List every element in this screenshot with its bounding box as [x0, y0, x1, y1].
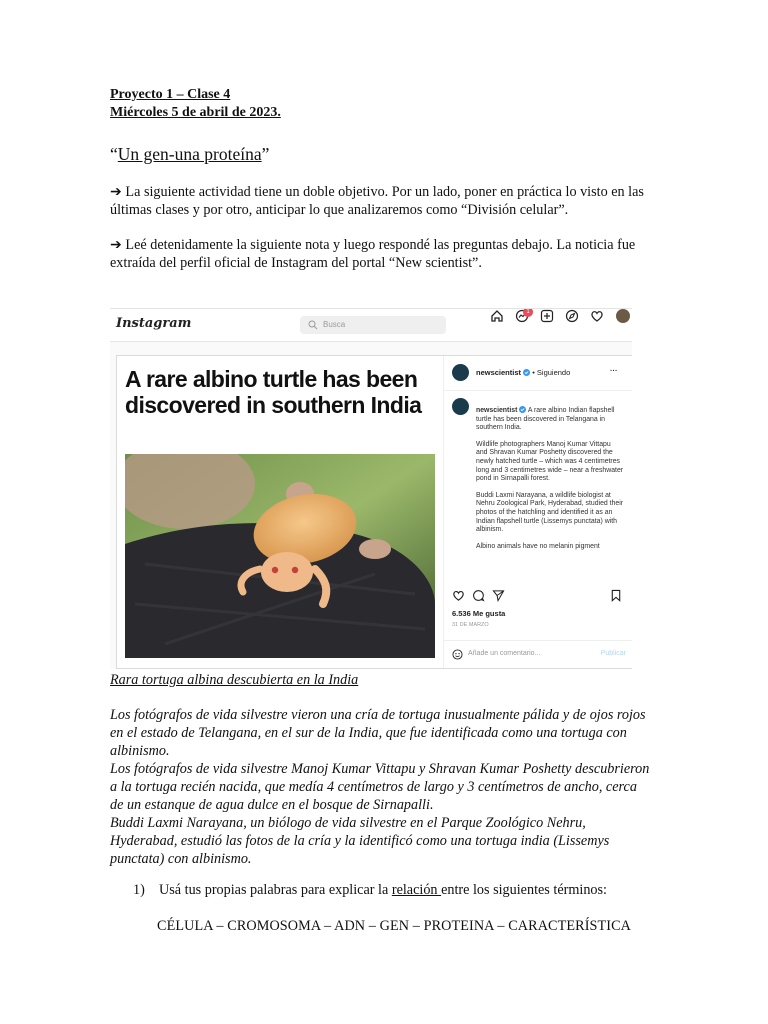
verified-icon [523, 369, 530, 376]
question-text-before: Usá tus propias palabras para explicar la [159, 882, 392, 898]
turtle-photo [125, 454, 435, 658]
verified-icon [519, 406, 526, 413]
post-account[interactable] [476, 368, 570, 377]
terms-list: CÉLULA – CROMOSOMA – ADN – GEN – PROTEINA – CARACTERÍSTICA [157, 918, 632, 934]
title-open-quote: “ [110, 144, 118, 164]
question-text-after: entre los siguientes términos: [441, 882, 607, 898]
caption-account[interactable]: newscientist [476, 407, 518, 414]
search-placeholder: Busca [323, 320, 346, 329]
likes-count[interactable]: 6.536 Me gusta [452, 609, 506, 618]
instagram-top-bar [110, 309, 632, 342]
home-icon[interactable] [490, 309, 504, 323]
profile-avatar[interactable] [616, 309, 630, 323]
account-avatar[interactable] [452, 364, 469, 381]
body-paragraph-1: Los fotógrafos de vida silvestre vieron una cría de tortuga inusualmente pálida y de ojos rojos en el estado de Telangana, en el sur de la India, que fue identificada como una tortuga con albinismo. [110, 707, 646, 759]
post-image [117, 356, 441, 668]
comment-bar [444, 640, 632, 669]
notification-badge: 1 [523, 308, 533, 317]
comment-input[interactable]: Añade un comentario... [468, 650, 541, 657]
page-title [110, 144, 269, 165]
post-date: 31 DE MARZO [452, 622, 489, 628]
search-icon [308, 320, 318, 330]
post-actions [452, 589, 624, 603]
question-1 [133, 882, 607, 899]
account-name[interactable]: newscientist [476, 368, 522, 377]
more-options-icon[interactable]: ··· [610, 366, 618, 375]
bookmark-icon[interactable] [610, 589, 622, 602]
like-icon[interactable] [452, 589, 465, 602]
question-number: 1) [133, 882, 145, 898]
post-headline: A rare albino turtle has been discovered in southern India [125, 366, 422, 418]
body-paragraph-3: Buddi Laxmi Narayana, un biólogo de vida silvestre en el Parque Zoológico Nehru, Hyderabad, estudió las fotos de la cría y la identificó como una tortuga india (Lissemys punctata) con albinismo. [110, 815, 610, 867]
date-line: Miércoles 5 de abril de 2023. [110, 105, 281, 120]
body-paragraph-2: Los fotógrafos de vida silvestre Manoj Kumar Vittapu y Shravan Kumar Poshetty descubrieron a la tortuga recién nacida, que medía 4 centímetros de largo y 3 centímetros de ancho, cerca de un estanque de agua dulce en el bosque de Sirnapalli. [110, 761, 650, 813]
question-underlined-word: relación [391, 882, 442, 898]
title-text: Un gen-una proteína [117, 144, 262, 164]
intro-paragraph-2: ➔ Leé detenidamente la siguiente nota y luego respondé las preguntas debajo. La noticia fue extraída del perfil oficial de Instagram del portal “New scientist”. [110, 237, 636, 271]
search-input[interactable] [300, 316, 446, 334]
instagram-screenshot [110, 308, 632, 669]
follow-status[interactable]: • Siguiendo [532, 368, 571, 377]
instagram-logo: Instagram [116, 316, 192, 331]
intro-paragraph-1: ➔ La siguiente actividad tiene un doble objetivo. Por un lado, poner en práctica lo visto en las últimas clases y por otro, anticipar lo que analizaremos como “División celular”. [110, 184, 644, 218]
new-post-icon[interactable] [540, 309, 554, 323]
post-sidebar [443, 356, 632, 668]
explore-icon[interactable] [565, 309, 579, 323]
caption-text-1: A rare albino Indian flapshell turtle has been discovered in Telangana in southern India. [476, 407, 615, 432]
caption-avatar[interactable] [452, 398, 469, 415]
caption-text-3: Buddi Laxmi Narayana, a wildlife biologist at Nehru Zoological Park, Hyderabad, studied their photos of the hatchling and identified it as an Indian flapshell turtle (Lissemys punctata) with albinism. [476, 491, 624, 534]
instagram-post [116, 355, 632, 669]
photo-caption: Rara tortuga albina descubierta en la India [110, 672, 359, 688]
caption-text-2: Wildlife photographers Manoj Kumar Vittapu and Shravan Kumar Poshetty discovered the newly hatched turtle – which was 4 centimetres long and 3 centimetres wide – near a freshwater pond in Sirnapalli forest. [476, 440, 624, 483]
project-title: Proyecto 1 – Clase 4 [110, 87, 231, 102]
caption-text-4: Albino animals have no melanin pigment [476, 542, 600, 550]
share-icon[interactable] [492, 589, 505, 602]
comment-icon[interactable] [472, 589, 485, 602]
title-close-quote: ” [261, 144, 270, 164]
publish-button[interactable]: Publicar [600, 650, 626, 657]
heart-icon[interactable] [590, 309, 604, 323]
post-caption [476, 406, 624, 580]
emoji-icon[interactable] [452, 649, 463, 660]
